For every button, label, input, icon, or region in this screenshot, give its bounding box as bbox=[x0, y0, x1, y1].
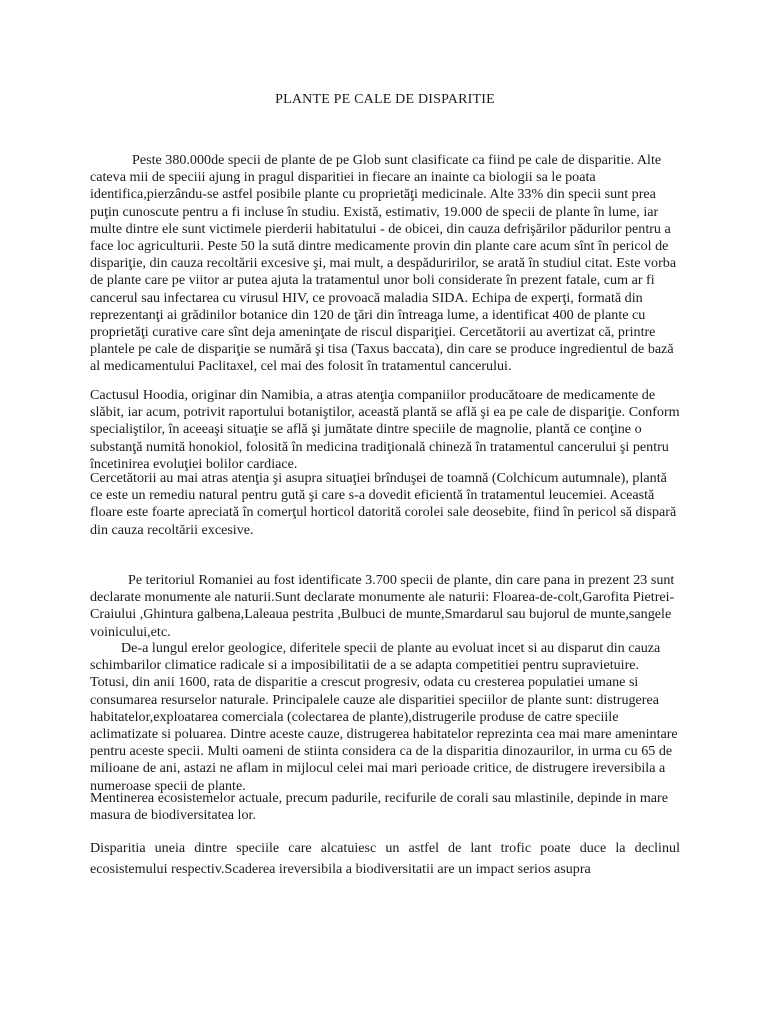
paragraph-ecosystems: Mentinerea ecosistemelor actuale, precum padurile, recifurile de corali sau mlastinile, depinde in mare masura de biodiversitatea lor. bbox=[90, 790, 668, 824]
document-title: PLANTE PE CALE DE DISPARITIE bbox=[275, 92, 495, 107]
paragraph-colchicum: Cercetătorii au mai atras atenţia şi asupra situaţiei brînduşei de toamnă (Colchicum autumnale), plantă ce este un remediu natural pentru gută şi care s-a dovedit eficientă în tratamentul leucemiei. Această floare este foarte apreciată în comerţul horticol datorită corolei sale deosebite, fiind în pericol să dispară din cauza recoltării excesive. bbox=[90, 470, 677, 538]
paragraph-intro: Peste 380.000de specii de plante de pe Glob sunt clasificate ca fiind pe cale de disparitie. Alte cateva mii de speciii ajung in pragul disparitiei in fiecare an inainte ca biologii sa le poata identifica,pierzându-se astfel posibile plante cu proprietăţi medicinale. Alte 33% din specii sunt prea puţin cunoscute pentru a fi incluse în studiu. Există, estimativ, 19.000 de specii de plante în lume, iar multe dintre ele sunt victimele pierderii habitatului - de obicei, din cauza defrişărilor pădurilor pentru a face loc agriculturii. Peste 50 la sută dintre medicamente provin din plante care acum sînt în pericol de dispariţie, din cauza recoltării excesive şi, mai mult, a despăduririlor, se arată în studiul citat. Este vorba de plante care pe viitor ar putea ajuta la tratamentul unor boli considerate în prezent fatale, cum ar fi cancerul sau infectarea cu virusul HIV, ce provoacă maladia SIDA. Echipa de experţi, formată din reprezentanţi ai grădinilor botanice din 120 de ţări din întreaga lume, a identificat 400 de plante cu proprietăţi curative care sînt deja ameninţate de riscul dispariţiei. Cercetătorii au avertizat că, printre plantele pe cale de dispariţie se numără şi tisa (Taxus baccata), din care se produce ingredientul de bază al medicamentului Paclitaxel, cel mai des folosit în tratamentul cancerului. bbox=[90, 152, 677, 375]
paragraph-romania: Pe teritoriul Romaniei au fost identificate 3.700 specii de plante, din care pana in prezent 23 sunt declarate monumente ale naturii.Sunt declarate monumente ale naturii: Floarea-de-colt,Garofita Pietrei- Craiului ,Ghintura galbena,Laleaua pestrita ,Bulbuci de munte,Smardarul sau bujorul de munte,sangele voinicului,etc. bbox=[90, 572, 675, 640]
paragraph-trophic-chain: Disparitia uneia dintre speciile care alcatuiesc un astfel de lant trofic poate duce la declinul ecosistemului respectiv.Scaderea ireversibila a biodiversitatii are un impact serios asupra bbox=[90, 840, 680, 877]
paragraph-geologic-eras: De-a lungul erelor geologice, diferitele specii de plante au evoluat incet si au disparut din cauza schimbarilor climatice radicale si a imposibilitatii de a se adapta competitiei pentru supravietuire. Totusi, din anii 1600, rata de disparitie a crescut progresiv, odata cu cresterea populatiei umane si consumarea resurselor naturale. Principalele cauze ale disparitiei speciilor de plante sunt: distrugerea habitatelor,exploatarea comerciala (colectarea de plante),distrugerile produse de catre speciile aclimatizate si poluarea. Dintre aceste cauze, distrugerea habitatelor reprezinta cea mai mare amenintare pentru aceste specii. Multi oameni de stiinta considera ca de la disparitia dinozaurilor, in urma cu 65 de milioane de ani, astazi ne aflam in mijlocul celei mai mari perioade critice, de distrugere ireversibila a numeroase specii de plante. bbox=[90, 640, 678, 794]
paragraph-hoodia: Cactusul Hoodia, originar din Namibia, a atras atenţia companiilor producătoare de medicamente de slăbit, iar acum, potrivit raportului botaniştilor, această plantă se află şi ea pe cale de dispariţie. Conform specialiştilor, în aceeaşi situaţie se află şi jumătate dintre speciile de magnolie, plantă ce conţine o substanţă numită honokiol, folosită în medicina tradiţională chineză în tratamentul cancerului şi pentru încetinirea evoluţiei bolilor cardiace. bbox=[90, 387, 680, 472]
